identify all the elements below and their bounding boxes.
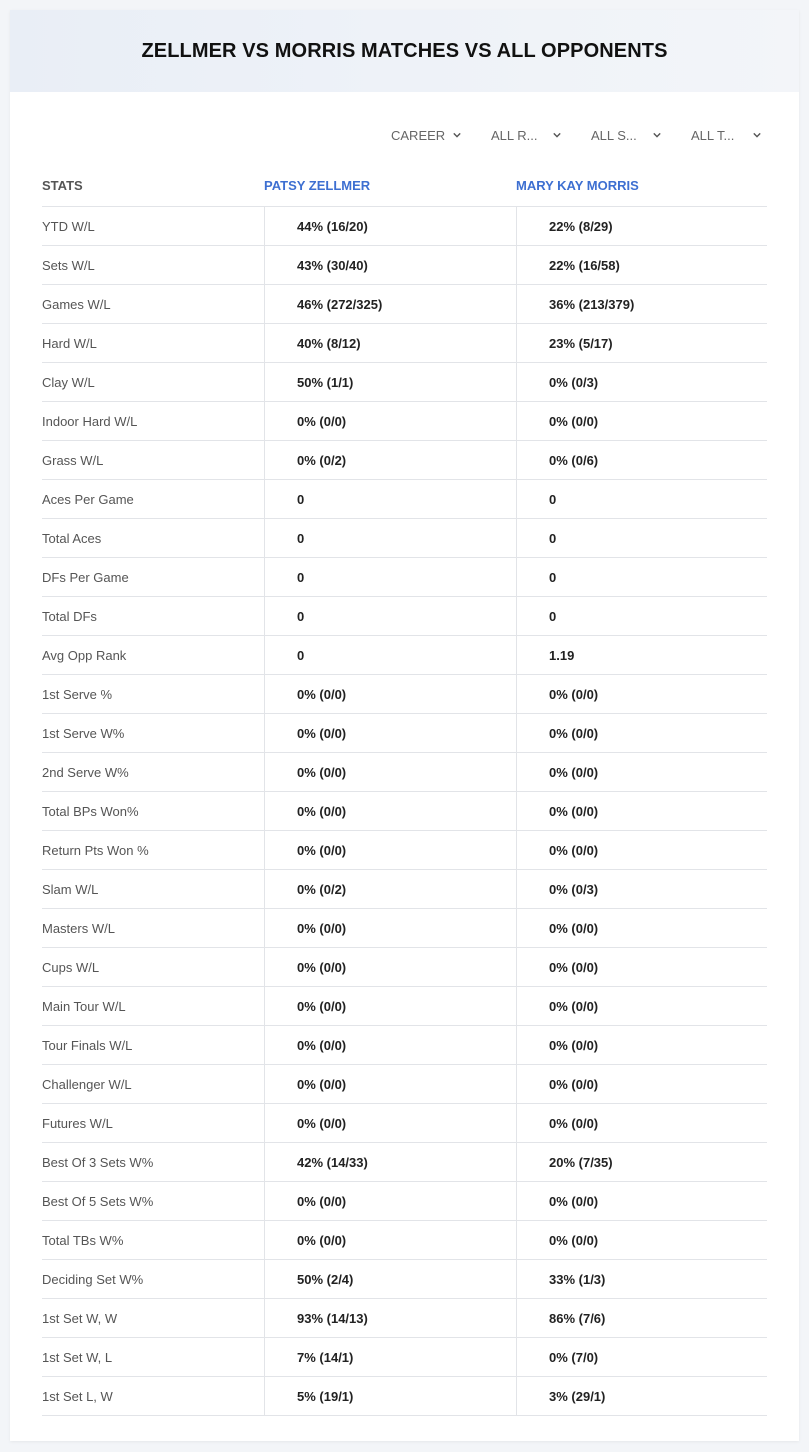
player2-value: 0% (0/0) — [516, 675, 767, 713]
stat-label: 1st Serve W% — [42, 725, 125, 741]
player2-value: 33% (1/3) — [516, 1260, 767, 1298]
stats-table — [42, 165, 767, 1416]
filter-bar — [379, 123, 769, 147]
stat-label: Futures W/L — [42, 1115, 113, 1131]
table-row — [42, 285, 767, 324]
stat-label: Games W/L — [42, 296, 111, 312]
player2-value: 0% (0/0) — [516, 909, 767, 947]
stat-label: YTD W/L — [42, 218, 95, 234]
table-row — [42, 558, 767, 597]
player1-value: 44% (16/20) — [264, 207, 516, 245]
chevron-down-icon — [653, 131, 661, 139]
player1-value: 0 — [264, 597, 516, 635]
stat-label: Hard W/L — [42, 335, 97, 351]
table-row — [42, 363, 767, 402]
table-row — [42, 714, 767, 753]
table-row — [42, 675, 767, 714]
card-header — [10, 10, 799, 92]
player2-value: 23% (5/17) — [516, 324, 767, 362]
player1-value: 0 — [264, 636, 516, 674]
player1-value: 40% (8/12) — [264, 324, 516, 362]
player1-value: 43% (30/40) — [264, 246, 516, 284]
player2-value: 22% (8/29) — [516, 207, 767, 245]
player2-value: 86% (7/6) — [516, 1299, 767, 1337]
table-row — [42, 324, 767, 363]
stat-label: Main Tour W/L — [42, 998, 126, 1014]
table-body — [42, 207, 767, 1416]
chevron-down-icon — [753, 131, 761, 139]
player1-value: 5% (19/1) — [264, 1377, 516, 1415]
stat-label: 1st Set L, W — [42, 1388, 113, 1404]
player1-value: 0% (0/0) — [264, 1026, 516, 1064]
stat-label: Aces Per Game — [42, 491, 134, 507]
stat-label: Cups W/L — [42, 959, 100, 975]
table-row — [42, 480, 767, 519]
table-row — [42, 1182, 767, 1221]
table-row — [42, 207, 767, 246]
player1-value: 0% (0/2) — [264, 870, 516, 908]
table-row — [42, 597, 767, 636]
player2-value: 0% (0/0) — [516, 948, 767, 986]
player1-value: 0% (0/0) — [264, 753, 516, 791]
table-row — [42, 1377, 767, 1416]
player1-value: 0% (0/0) — [264, 1182, 516, 1220]
stat-label: 1st Set W, W — [42, 1310, 118, 1326]
table-row — [42, 1026, 767, 1065]
table-row — [42, 1104, 767, 1143]
stat-label: Sets W/L — [42, 257, 95, 273]
stat-label: Total DFs — [42, 608, 97, 624]
player1-value: 50% (2/4) — [264, 1260, 516, 1298]
table-row — [42, 792, 767, 831]
player2-value: 3% (29/1) — [516, 1377, 767, 1415]
stat-label: Masters W/L — [42, 920, 115, 936]
table-row — [42, 402, 767, 441]
filter-career-select[interactable] — [379, 123, 469, 147]
table-row — [42, 870, 767, 909]
table-row — [42, 909, 767, 948]
stat-label: 1st Set W, L — [42, 1349, 113, 1365]
player1-value: 0 — [264, 480, 516, 518]
player2-value: 0% (0/0) — [516, 753, 767, 791]
filter-label: CAREER — [391, 127, 446, 143]
player2-value: 0% (0/0) — [516, 714, 767, 752]
player2-value: 0% (0/0) — [516, 987, 767, 1025]
stat-label: Total TBs W% — [42, 1232, 124, 1248]
player1-value: 0% (0/0) — [264, 714, 516, 752]
chevron-down-icon — [553, 131, 561, 139]
filter-label: ALL T... — [691, 127, 735, 143]
column-header-player1-link[interactable]: PATSY ZELLMER — [264, 178, 371, 193]
player2-value: 0% (7/0) — [516, 1338, 767, 1376]
player1-value: 0% (0/0) — [264, 1221, 516, 1259]
player2-value: 0% (0/0) — [516, 1065, 767, 1103]
table-row — [42, 831, 767, 870]
table-row — [42, 948, 767, 987]
table-row — [42, 1338, 767, 1377]
column-header-stats: STATS — [42, 178, 83, 193]
player2-value: 0% (0/6) — [516, 441, 767, 479]
filter-label: ALL R... — [491, 127, 538, 143]
table-row — [42, 519, 767, 558]
player1-value: 0 — [264, 558, 516, 596]
player2-value: 0% (0/0) — [516, 831, 767, 869]
table-row — [42, 636, 767, 675]
stat-label: Best Of 3 Sets W% — [42, 1154, 154, 1170]
table-header — [42, 165, 767, 207]
filter-label: ALL S... — [591, 127, 637, 143]
table-row — [42, 753, 767, 792]
player1-value: 0 — [264, 519, 516, 557]
player1-value: 0% (0/2) — [264, 441, 516, 479]
page-title: ZELLMER VS MORRIS MATCHES VS ALL OPPONENTS — [141, 39, 668, 62]
player1-value: 0% (0/0) — [264, 831, 516, 869]
stat-label: Total BPs Won% — [42, 803, 139, 819]
player2-value: 0 — [516, 480, 767, 518]
stat-label: 1st Serve % — [42, 686, 113, 702]
stat-label: 2nd Serve W% — [42, 764, 129, 780]
player1-value: 7% (14/1) — [264, 1338, 516, 1376]
player2-value: 0% (0/0) — [516, 1026, 767, 1064]
table-row — [42, 1260, 767, 1299]
table-row — [42, 1143, 767, 1182]
player2-value: 0% (0/3) — [516, 363, 767, 401]
player2-value: 0 — [516, 597, 767, 635]
player2-value: 36% (213/379) — [516, 285, 767, 323]
filter-tournaments-select[interactable] — [669, 123, 769, 147]
table-row — [42, 441, 767, 480]
player1-value: 50% (1/1) — [264, 363, 516, 401]
player1-value: 46% (272/325) — [264, 285, 516, 323]
player1-value: 0% (0/0) — [264, 948, 516, 986]
stat-label: Slam W/L — [42, 881, 99, 897]
player1-value: 93% (14/13) — [264, 1299, 516, 1337]
player2-value: 0 — [516, 519, 767, 557]
player1-value: 0% (0/0) — [264, 1065, 516, 1103]
table-row — [42, 1065, 767, 1104]
stat-label: Clay W/L — [42, 374, 95, 390]
player2-value: 0 — [516, 558, 767, 596]
player2-value: 0% (0/3) — [516, 870, 767, 908]
player1-value: 42% (14/33) — [264, 1143, 516, 1181]
player2-value: 20% (7/35) — [516, 1143, 767, 1181]
player2-value: 22% (16/58) — [516, 246, 767, 284]
stat-label: Avg Opp Rank — [42, 647, 127, 663]
filter-rounds-select[interactable] — [469, 123, 569, 147]
stat-label: Total Aces — [42, 530, 102, 546]
player1-value: 0% (0/0) — [264, 1104, 516, 1142]
player1-value: 0% (0/0) — [264, 987, 516, 1025]
stat-label: Indoor Hard W/L — [42, 413, 138, 429]
stat-label: Grass W/L — [42, 452, 104, 468]
table-row — [42, 246, 767, 285]
stat-label: Return Pts Won % — [42, 842, 149, 858]
player1-value: 0% (0/0) — [264, 402, 516, 440]
chevron-down-icon — [453, 131, 461, 139]
stats-card — [10, 10, 799, 1441]
stat-label: Best Of 5 Sets W% — [42, 1193, 154, 1209]
table-row — [42, 987, 767, 1026]
stat-label: DFs Per Game — [42, 569, 129, 585]
table-row — [42, 1299, 767, 1338]
column-header-player2-link[interactable]: MARY KAY MORRIS — [516, 178, 639, 193]
player2-value: 1.19 — [516, 636, 767, 674]
player2-value: 0% (0/0) — [516, 1182, 767, 1220]
table-row — [42, 1221, 767, 1260]
stat-label: Challenger W/L — [42, 1076, 132, 1092]
player1-value: 0% (0/0) — [264, 792, 516, 830]
player2-value: 0% (0/0) — [516, 792, 767, 830]
player1-value: 0% (0/0) — [264, 909, 516, 947]
filter-surfaces-select[interactable] — [569, 123, 669, 147]
stat-label: Tour Finals W/L — [42, 1037, 133, 1053]
player2-value: 0% (0/0) — [516, 1221, 767, 1259]
player1-value: 0% (0/0) — [264, 675, 516, 713]
player2-value: 0% (0/0) — [516, 1104, 767, 1142]
player2-value: 0% (0/0) — [516, 402, 767, 440]
stat-label: Deciding Set W% — [42, 1271, 144, 1287]
